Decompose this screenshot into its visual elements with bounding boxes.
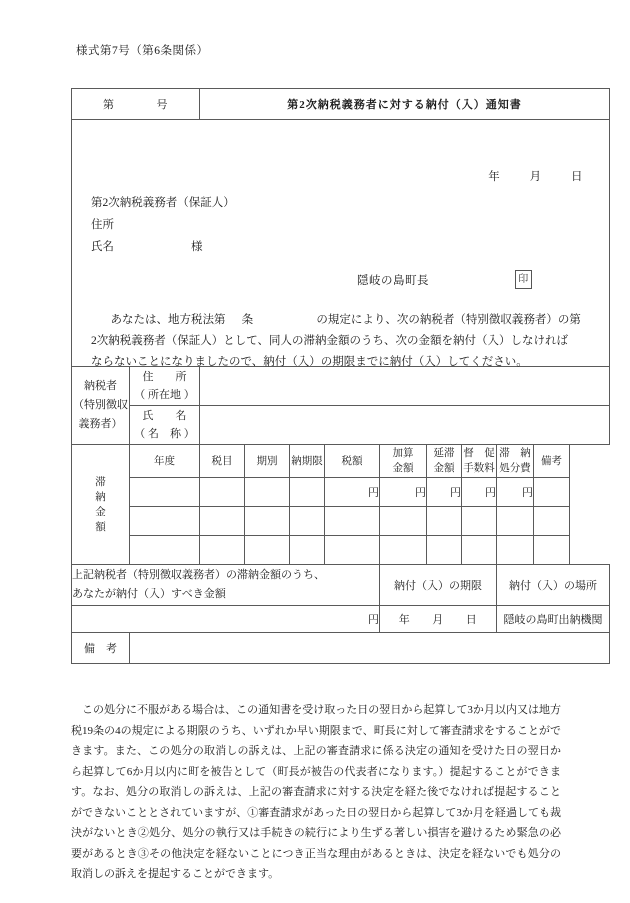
addressee-block bbox=[91, 192, 235, 258]
payment-deadline-day: 日 bbox=[465, 614, 478, 626]
issuer-name: 隠岐の島町長 bbox=[357, 274, 429, 287]
remarks-row bbox=[72, 633, 610, 664]
appeal-instructions bbox=[71, 700, 561, 885]
cell-remarks-2[interactable] bbox=[534, 536, 570, 565]
page-title: 第2次納税義務者に対する納付（入）通知書 bbox=[200, 89, 610, 120]
cell-due-date-1[interactable] bbox=[290, 507, 325, 536]
cell-tax-item-1[interactable] bbox=[200, 507, 245, 536]
issue-date-year: 年 bbox=[488, 171, 501, 183]
cell-due-date-2[interactable] bbox=[290, 536, 325, 565]
cell-due-date-0[interactable] bbox=[290, 478, 325, 507]
notice-row bbox=[72, 120, 610, 367]
column-header-additional-line1: 加算 bbox=[392, 448, 414, 459]
cell-tax-item-2[interactable] bbox=[200, 536, 245, 565]
cell-remarks-0[interactable] bbox=[534, 478, 570, 507]
notice-line2: 2次納税義務者（保証人）として、同人の滞納金額のうち、次の金額を納付（入）しなければ bbox=[91, 335, 569, 347]
taxpayer-name-value[interactable] bbox=[200, 406, 610, 445]
payment-deadline-header: 納付（入）の期限 bbox=[380, 565, 497, 606]
payment-deadline-value[interactable] bbox=[380, 606, 497, 633]
column-header-additional bbox=[380, 445, 427, 478]
addressee-title: 第2次納税義務者（保証人） bbox=[91, 197, 235, 209]
delinquency-side-char-1: 納 bbox=[95, 491, 106, 503]
cell-demand-fee-2[interactable] bbox=[462, 536, 497, 565]
taxpayer-side-label bbox=[72, 367, 130, 445]
cell-disposal-cost-0[interactable]: 円 bbox=[497, 478, 534, 507]
cell-term-2[interactable] bbox=[245, 536, 290, 565]
taxpayer-name-row bbox=[72, 406, 610, 445]
cell-disposal-cost-1[interactable] bbox=[497, 507, 534, 536]
addressee-address-label: 住所 bbox=[91, 219, 114, 231]
column-header-delinquent-line2: 金額 bbox=[433, 463, 455, 474]
column-header-demand-fee bbox=[462, 445, 497, 478]
payment-deadline-month: 月 bbox=[432, 614, 444, 626]
taxpayer-name-label-sub: （ 名 称 ） bbox=[134, 428, 195, 440]
column-header-demand-fee-line1: 督 促 bbox=[463, 448, 495, 459]
number-label-second: 号 bbox=[156, 99, 168, 111]
notice-line3: ならないことになりましたので、納付（入）の期限までに納付（入）してください。 bbox=[91, 356, 528, 368]
issue-date-line bbox=[488, 168, 583, 184]
cell-delinquent-2[interactable] bbox=[427, 536, 462, 565]
column-header-tax-item: 税目 bbox=[200, 445, 245, 478]
taxpayer-name-label-main: 氏 名 bbox=[142, 410, 187, 422]
cell-tax-amount-0[interactable]: 円 bbox=[325, 478, 380, 507]
issue-date-month: 月 bbox=[529, 171, 542, 183]
cell-tax-item-0[interactable] bbox=[200, 478, 245, 507]
taxpayer-name-label bbox=[130, 406, 200, 445]
column-header-year: 年度 bbox=[130, 445, 200, 478]
notice-line1-part1: あなたは、地方税法第 bbox=[110, 314, 226, 326]
column-header-remarks: 備考 bbox=[534, 445, 570, 478]
addressee-name-label: 氏名 bbox=[91, 241, 114, 253]
table-row bbox=[72, 507, 610, 536]
payable-amount-value[interactable]: 円 bbox=[72, 606, 380, 633]
column-header-delinquent-line1: 延滞 bbox=[433, 448, 455, 459]
cell-demand-fee-0[interactable]: 円 bbox=[462, 478, 497, 507]
delinquency-header-row bbox=[72, 445, 610, 478]
cell-disposal-cost-2[interactable] bbox=[497, 536, 534, 565]
cell-tax-amount-2[interactable] bbox=[325, 536, 380, 565]
notice-line1-part2: 条 bbox=[241, 314, 254, 326]
cell-remarks-1[interactable] bbox=[534, 507, 570, 536]
remarks-label: 備 考 bbox=[72, 633, 130, 664]
cell-delinquent-0[interactable]: 円 bbox=[427, 478, 462, 507]
column-header-delinquent bbox=[427, 445, 462, 478]
addressee-name-row bbox=[91, 236, 235, 258]
notification-form-table bbox=[71, 88, 610, 664]
seal-icon: 印 bbox=[515, 270, 532, 289]
delinquency-side-label bbox=[72, 445, 130, 565]
notice-body-cell bbox=[72, 120, 610, 367]
column-header-demand-fee-line2: 手数料 bbox=[463, 463, 495, 474]
addressee-honorific: 様 bbox=[191, 241, 203, 253]
payable-amount-description-line2: あなたが納付（入）すべき金額 bbox=[72, 588, 226, 600]
table-row bbox=[72, 536, 610, 565]
remarks-value[interactable] bbox=[130, 633, 610, 664]
column-header-due-date: 納期限 bbox=[290, 445, 325, 478]
form-number-heading: 様式第7号（第6条関係） bbox=[76, 45, 209, 57]
payment-value-row bbox=[72, 606, 610, 633]
cell-tax-amount-1[interactable] bbox=[325, 507, 380, 536]
cell-year-1[interactable] bbox=[130, 507, 200, 536]
cell-delinquent-1[interactable] bbox=[427, 507, 462, 536]
taxpayer-address-label-main: 住 所 bbox=[142, 371, 187, 383]
payment-deadline-year: 年 bbox=[398, 614, 411, 626]
issue-date-day: 日 bbox=[571, 171, 584, 183]
column-header-disposal-cost bbox=[497, 445, 534, 478]
cell-term-1[interactable] bbox=[245, 507, 290, 536]
appeal-instructions-text: この処分に不服がある場合は、この通知書を受け取った日の翌日から起算して3か月以内又は地方税19条の4の規定による期限のうち、いずれか早い期限まで、町長に対して審査請求をすることができます。また、この処分の取消しの訴えは、上記の審査請求に係る決定の通知を受けた日の翌日から起算して6か月以内に町を被告として（町長が被告の代表者になります。）提起することができます。なお、処分の取消しの訴えは、上記の審査請求に対する決定を経た後でなければ提起することができないこととされていますが、①審査請求があった日の翌日から起算して3か月を経過しても裁決がないとき②処分、処分の執行又は手続きの続行により生ずる著しい損害を避けるため緊急の必要があるとき③その他決定を経ないことにつき正当な理由があるときは、決定を経ないでも処分の取消しの訴えを提起することができます。 bbox=[71, 704, 561, 880]
cell-additional-2[interactable] bbox=[380, 536, 427, 565]
column-header-tax-amount: 税額 bbox=[325, 445, 380, 478]
number-label-first: 第 bbox=[103, 99, 115, 111]
payment-header-row bbox=[72, 565, 610, 606]
delinquency-side-char-3: 額 bbox=[95, 521, 106, 533]
cell-additional-1[interactable] bbox=[380, 507, 427, 536]
cell-year-0[interactable] bbox=[130, 478, 200, 507]
payment-place-value: 隠岐の島町出納機関 bbox=[497, 606, 610, 633]
cell-demand-fee-1[interactable] bbox=[462, 507, 497, 536]
taxpayer-side-label-line3: 義務者） bbox=[78, 418, 123, 430]
issuer-block bbox=[357, 270, 532, 289]
title-row bbox=[72, 89, 610, 120]
notice-paragraph bbox=[91, 310, 589, 373]
document-number-cell bbox=[72, 89, 200, 120]
taxpayer-side-label-line2: （特別徴収 bbox=[73, 399, 128, 411]
payable-amount-description bbox=[72, 565, 380, 606]
delinquency-side-char-2: 金 bbox=[95, 506, 106, 518]
taxpayer-address-label-sub: （ 所在地 ） bbox=[134, 389, 195, 401]
column-header-disposal-cost-line1: 滞 納 bbox=[499, 448, 531, 459]
taxpayer-side-label-line1: 納税者 bbox=[84, 380, 117, 392]
delinquency-side-char-0: 滞 bbox=[95, 476, 106, 488]
cell-year-2[interactable] bbox=[130, 536, 200, 565]
payment-place-header: 納付（入）の場所 bbox=[497, 565, 610, 606]
cell-additional-0[interactable]: 円 bbox=[380, 478, 427, 507]
table-row bbox=[72, 478, 610, 507]
payable-amount-description-line1: 上記納税者（特別徴収義務者）の滞納金額のうち、 bbox=[72, 569, 325, 581]
cell-term-0[interactable] bbox=[245, 478, 290, 507]
column-header-additional-line2: 金額 bbox=[392, 463, 414, 474]
column-header-term: 期別 bbox=[245, 445, 290, 478]
column-header-disposal-cost-line2: 処分費 bbox=[499, 463, 531, 474]
notice-line1-part3: の規定により、次の納税者（特別徴収義務者）の第 bbox=[316, 314, 581, 326]
